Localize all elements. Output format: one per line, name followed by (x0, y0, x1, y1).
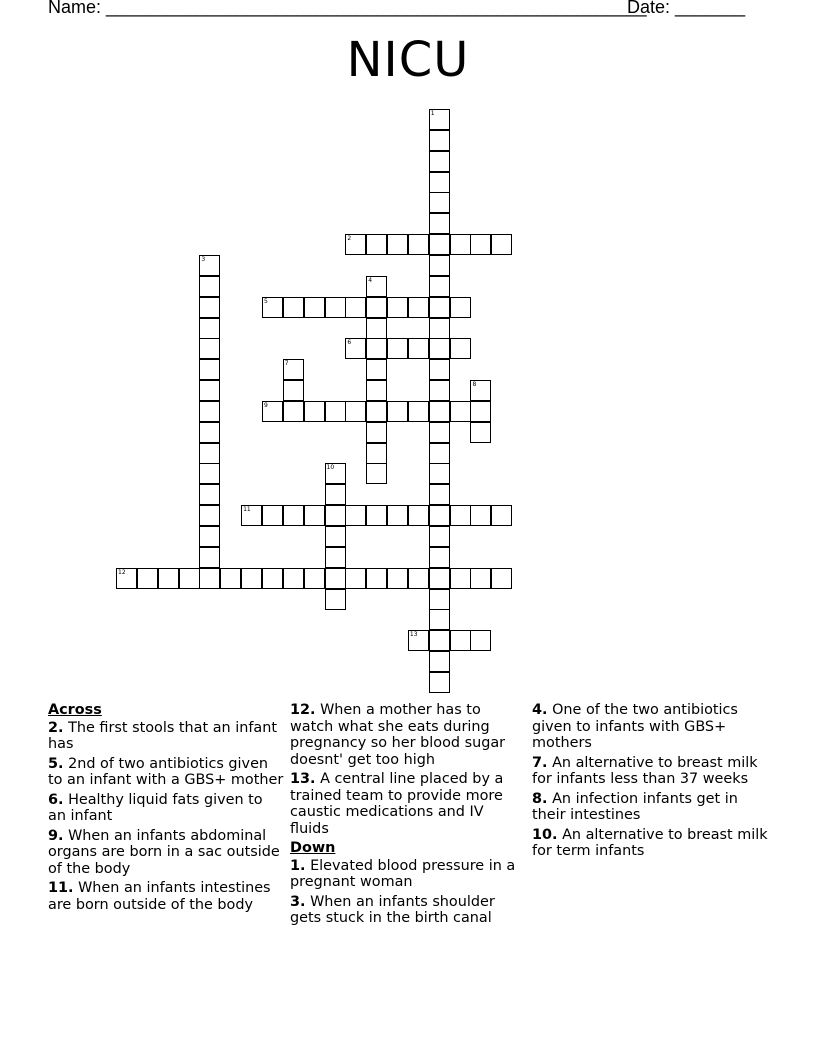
clue-down-4 (532, 702, 768, 752)
grid-cell[interactable] (429, 401, 450, 422)
grid-cell[interactable] (325, 589, 346, 610)
grid-cell[interactable] (387, 338, 408, 359)
grid-cell[interactable] (345, 401, 366, 422)
puzzle-title: NICU (346, 32, 470, 88)
grid-cell[interactable] (199, 422, 220, 443)
grid-cell[interactable] (199, 443, 220, 464)
clue-across-12 (290, 702, 526, 768)
grid-cell[interactable] (283, 297, 304, 318)
grid-cell[interactable] (450, 630, 471, 651)
grid-cell[interactable] (366, 338, 387, 359)
grid-cell[interactable] (366, 318, 387, 339)
clue-text: The first stools that an infant has (48, 719, 277, 752)
clue-across-6 (48, 792, 284, 825)
grid-cell[interactable] (387, 297, 408, 318)
grid-cell[interactable] (345, 505, 366, 526)
clue-text: An infection infants get in their intestines (532, 790, 738, 823)
grid-cell[interactable] (450, 505, 471, 526)
grid-cell[interactable] (429, 130, 450, 151)
clue-text: Healthy liquid fats given to an infant (48, 791, 263, 824)
grid-cell[interactable] (199, 526, 220, 547)
grid-cell[interactable] (429, 630, 450, 651)
grid-cell[interactable] (366, 401, 387, 422)
clues-column-3 (532, 702, 768, 863)
grid-cell[interactable] (408, 401, 429, 422)
grid-cell[interactable] (199, 338, 220, 359)
grid-cell[interactable] (199, 318, 220, 339)
grid-cell[interactable] (283, 568, 304, 589)
clue-down-3 (290, 894, 526, 927)
clue-number: 4. (532, 702, 548, 718)
grid-cell[interactable] (470, 422, 491, 443)
clue-number: 12. (290, 702, 316, 718)
grid-cell[interactable] (199, 547, 220, 568)
grid-cell[interactable] (199, 463, 220, 484)
grid-cell[interactable] (429, 484, 450, 505)
clue-down-1 (290, 858, 526, 891)
grid-cell[interactable] (387, 505, 408, 526)
grid-cell[interactable] (366, 443, 387, 464)
grid-cell[interactable] (387, 568, 408, 589)
clue-number-label: 4 (368, 276, 373, 284)
grid-cell[interactable] (429, 463, 450, 484)
grid-cell[interactable] (366, 297, 387, 318)
grid-cell[interactable] (408, 338, 429, 359)
down-heading: Down (290, 840, 336, 856)
grid-cell[interactable] (429, 505, 450, 526)
clue-across-5 (48, 756, 284, 789)
grid-cell[interactable] (366, 234, 387, 255)
grid-cell[interactable] (325, 547, 346, 568)
clue-number-label: 12 (118, 568, 126, 576)
clue-number: 2. (48, 719, 64, 736)
clue-number-label: 3 (201, 255, 206, 263)
grid-cell[interactable] (304, 297, 325, 318)
grid-cell[interactable] (366, 568, 387, 589)
clue-number-label: 1 (430, 110, 435, 117)
grid-cell[interactable] (366, 380, 387, 401)
grid-cell[interactable] (199, 568, 220, 589)
grid-cell[interactable] (450, 297, 471, 318)
grid-cell[interactable] (450, 234, 471, 255)
clue-text: An alternative to breast milk for term infants (532, 826, 768, 859)
grid-cell[interactable] (158, 568, 179, 589)
grid-cell[interactable] (429, 192, 450, 213)
clue-number: 7. (532, 754, 548, 771)
clue-number-label: 8 (472, 381, 477, 389)
clue-text: A central line placed by a trained team to provide more caustic medications and IV fluids (290, 771, 504, 837)
grid-cell[interactable] (429, 547, 450, 568)
grid-cell[interactable] (429, 568, 450, 589)
grid-cell[interactable] (304, 568, 325, 589)
grid-cell[interactable] (429, 609, 450, 630)
clues-column-2 (290, 702, 526, 930)
clue-number: 5. (48, 755, 64, 772)
clue-text: Elevated blood pressure in a pregnant woman (290, 857, 516, 890)
grid-cell[interactable] (366, 505, 387, 526)
clue-number: 9. (48, 827, 64, 844)
clue-text: 2nd of two antibiotics given to an infant with a GBS+ mother (48, 755, 284, 788)
clue-across-9 (48, 828, 284, 878)
grid-cell[interactable] (387, 234, 408, 255)
clue-text: When an infants intestines are born outside of the body (48, 880, 271, 913)
grid-cell[interactable] (366, 463, 387, 484)
grid-cell[interactable] (283, 380, 304, 401)
grid-cell[interactable] (429, 422, 450, 443)
grid-cell[interactable] (450, 401, 471, 422)
grid-cell[interactable] (325, 568, 346, 589)
grid-cell[interactable] (408, 297, 429, 318)
grid-cell[interactable] (199, 401, 220, 422)
grid-cell[interactable] (408, 505, 429, 526)
grid-cell[interactable] (408, 568, 429, 589)
grid-cell[interactable] (304, 505, 325, 526)
grid-cell[interactable] (283, 505, 304, 526)
clue-number-label: 2 (347, 235, 352, 243)
grid-cell[interactable] (325, 505, 346, 526)
grid-cell[interactable] (387, 401, 408, 422)
grid-cell[interactable] (470, 401, 491, 422)
clue-down-10 (532, 827, 768, 860)
grid-cell[interactable] (429, 359, 450, 380)
grid-cell[interactable] (470, 568, 491, 589)
clue-number-label: 9 (263, 401, 268, 409)
clue-number: 1. (290, 857, 306, 874)
grid-cell[interactable] (199, 505, 220, 526)
clue-number-label: 13 (409, 631, 418, 639)
grid-cell[interactable] (366, 422, 387, 443)
clue-number-label: 10 (326, 464, 335, 472)
grid-cell[interactable] (429, 380, 450, 401)
grid-cell[interactable] (366, 359, 387, 380)
clue-text: When a mother has to watch what she eats during pregnancy so her blood sugar doesnt' get too high (290, 702, 506, 768)
grid-cell[interactable] (199, 380, 220, 401)
clue-text: When an infants abdominal organs are born in a sac outside of the body (48, 827, 280, 877)
grid-cell[interactable] (450, 568, 471, 589)
grid-cell[interactable] (325, 297, 346, 318)
clue-number: 10. (532, 826, 558, 843)
clues-column-1 (48, 702, 284, 916)
grid-cell[interactable] (345, 297, 366, 318)
grid-cell[interactable] (325, 401, 346, 422)
grid-cell[interactable] (199, 359, 220, 380)
grid-cell[interactable] (429, 443, 450, 464)
grid-cell[interactable] (429, 651, 450, 672)
grid-cell[interactable] (470, 234, 491, 255)
grid-cell[interactable] (345, 568, 366, 589)
grid-cell[interactable] (199, 276, 220, 297)
grid-cell[interactable] (408, 234, 429, 255)
clue-number: 13. (290, 771, 316, 787)
across-heading: Across (48, 702, 102, 718)
clue-number-label: 5 (263, 297, 268, 305)
grid-cell[interactable] (262, 505, 283, 526)
clue-across-13 (290, 771, 526, 837)
grid-cell[interactable] (179, 568, 200, 589)
grid-cell[interactable] (283, 401, 304, 422)
clue-down-7 (532, 755, 768, 788)
grid-cell[interactable] (325, 484, 346, 505)
grid-cell[interactable] (491, 234, 512, 255)
grid-cell[interactable] (137, 568, 158, 589)
grid-cell[interactable] (304, 401, 325, 422)
grid-cell[interactable] (325, 526, 346, 547)
clue-number: 6. (48, 791, 64, 808)
clue-number: 11. (48, 880, 74, 896)
clue-number-label: 7 (284, 360, 289, 368)
grid-cell[interactable] (429, 172, 450, 193)
grid-cell[interactable] (429, 255, 450, 276)
grid-cell[interactable] (220, 568, 241, 589)
grid-cell[interactable] (429, 672, 450, 693)
clue-text: One of the two antibiotics given to infants with GBS+ mothers (532, 702, 738, 751)
grid-cell[interactable] (429, 234, 450, 255)
grid-cell[interactable] (262, 568, 283, 589)
clue-number: 8. (532, 790, 548, 807)
grid-cell[interactable] (429, 151, 450, 172)
grid-cell[interactable] (470, 505, 491, 526)
name-field[interactable]: Name: ______________________________________________________ (48, 0, 647, 17)
grid-cell[interactable] (491, 568, 512, 589)
grid-cell[interactable] (429, 526, 450, 547)
date-field[interactable]: Date: _______ (627, 0, 746, 17)
clue-number: 3. (290, 893, 306, 910)
grid-cell[interactable] (429, 338, 450, 359)
grid-cell[interactable] (429, 213, 450, 234)
grid-cell[interactable] (429, 589, 450, 610)
clue-number-label: 11 (243, 506, 251, 514)
grid-cell[interactable] (429, 276, 450, 297)
clue-across-11 (48, 880, 284, 913)
grid-cell[interactable] (491, 505, 512, 526)
grid-cell[interactable] (429, 318, 450, 339)
grid-cell[interactable] (241, 568, 262, 589)
clue-text: When an infants shoulder gets stuck in the birth canal (290, 893, 495, 926)
grid-cell[interactable] (199, 297, 220, 318)
grid-cell[interactable] (199, 484, 220, 505)
clue-text: An alternative to breast milk for infants less than 37 weeks (532, 754, 758, 787)
grid-cell[interactable] (470, 630, 491, 651)
clue-down-8 (532, 791, 768, 824)
clue-across-2 (48, 720, 284, 753)
clue-number-label: 6 (347, 339, 352, 347)
grid-cell[interactable] (429, 297, 450, 318)
grid-cell[interactable] (450, 338, 471, 359)
